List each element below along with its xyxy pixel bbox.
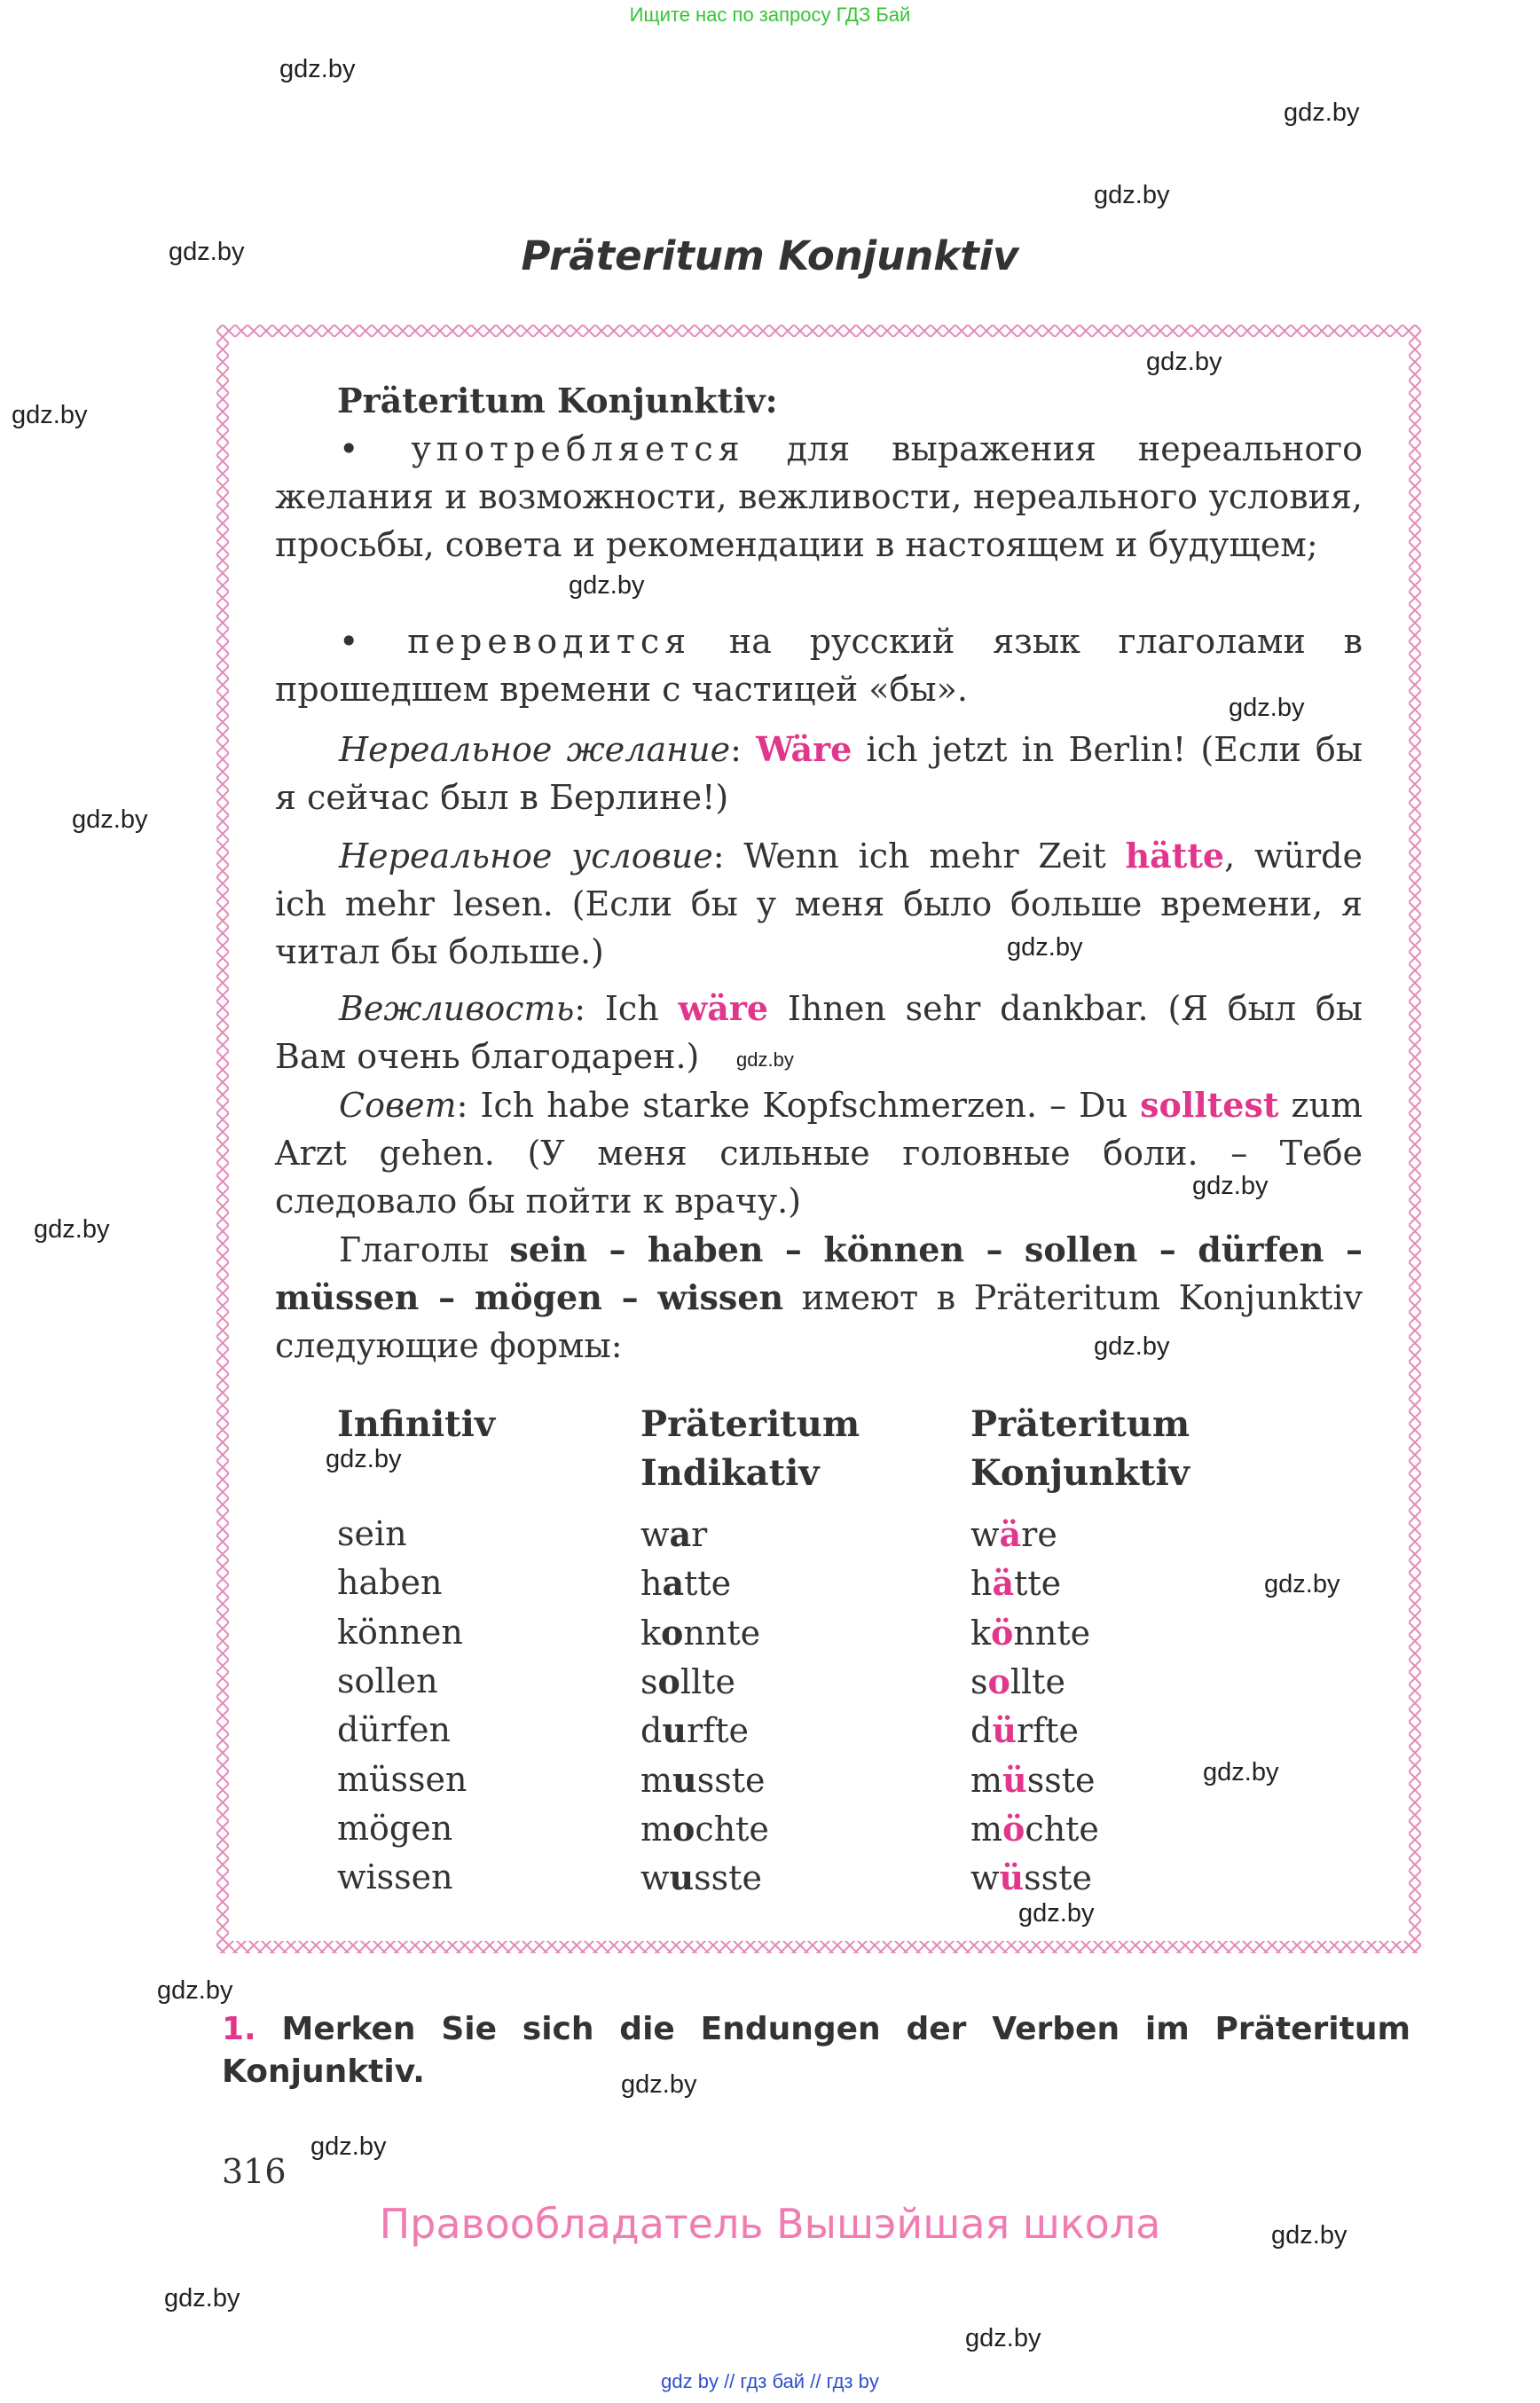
cell-konjunktiv-part: ö [991, 1613, 1014, 1653]
watermark: gdz.by [12, 401, 88, 429]
cell-infinitiv-part: mögen [337, 1809, 453, 1848]
cell-indikativ [640, 1559, 731, 1608]
cell-infinitiv-part: können [337, 1613, 463, 1652]
watermark: gdz.by [326, 1445, 402, 1473]
cell-infinitiv [337, 1853, 453, 1902]
cell-konjunktiv [970, 1608, 1090, 1658]
cell-infinitiv [337, 1706, 451, 1755]
cell-konjunktiv [970, 1510, 1057, 1559]
cell-konjunktiv-part: o [987, 1661, 1010, 1701]
cell-infinitiv [337, 1804, 452, 1853]
rule-bullet-usage [275, 425, 1363, 569]
cell-konjunktiv-part: d [970, 1711, 993, 1750]
top-banner[interactable]: Ищите нас по запросу ГДЗ Бай [629, 4, 911, 26]
watermark: gdz.by [1094, 1332, 1170, 1361]
example-label: Совет [339, 1086, 457, 1125]
example-politeness [275, 985, 1363, 1080]
cell-indikativ-part: rfte [686, 1711, 749, 1750]
example-text: : Ich habe starke Kopfschmerzen. – Du [456, 1086, 1141, 1125]
example-text: : Ich [574, 989, 679, 1028]
cell-infinitiv [337, 1608, 463, 1657]
example-text: , würde ich mehr lesen. (Если бы у меня было больше времени, я читал бы больше.) [275, 836, 1363, 971]
cell-konjunktiv-part: ä [999, 1514, 1022, 1554]
cell-indikativ-part: o [672, 1809, 695, 1849]
cell-indikativ-part: a [669, 1514, 692, 1554]
cell-indikativ-part: o [657, 1661, 680, 1701]
cell-infinitiv-part: müssen [337, 1760, 468, 1799]
highlight-verb: wäre [678, 988, 769, 1028]
cell-indikativ-part: u [662, 1710, 687, 1750]
cell-indikativ-part: u [672, 1760, 697, 1800]
cell-konjunktiv [970, 1755, 1095, 1805]
cell-konjunktiv-part: w [970, 1515, 1000, 1554]
cell-infinitiv-part: wissen [337, 1857, 453, 1896]
cell-konjunktiv-part: s [970, 1662, 988, 1701]
copyright-footer: Правообладатель Вышэйшая школа [379, 2200, 1161, 2248]
example-text: Ihnen sehr dankbar. (Я был бы Вам очень благодарен.) [275, 989, 1363, 1076]
watermark: gdz.by [1271, 2221, 1348, 2250]
verbs-intro-text: Глаголы [339, 1230, 510, 1269]
cell-infinitiv-part: sollen [337, 1661, 438, 1700]
cell-indikativ-part: a [662, 1563, 685, 1603]
cell-indikativ [640, 1706, 749, 1755]
page-number: 316 [222, 2152, 287, 2191]
cell-konjunktiv-part: k [970, 1614, 992, 1653]
example-text: : Wenn ich mehr Zeit [712, 836, 1126, 876]
watermark: gdz.by [169, 238, 245, 266]
cell-indikativ [640, 1755, 765, 1805]
header-praeteritum-konjunktiv: Präteritum Konjunktiv [970, 1403, 1190, 1494]
cell-indikativ-part: s [640, 1662, 658, 1701]
exercise-text: Merken Sie sich die Endungen der Verben im Präteritum Konjunktiv. [222, 2011, 1410, 2090]
cell-konjunktiv-part: chte [1025, 1810, 1099, 1849]
cell-konjunktiv-part: rfte [1016, 1711, 1079, 1750]
cell-indikativ-part: sste [696, 1761, 766, 1800]
cell-konjunktiv-part: sste [1026, 1761, 1096, 1800]
cell-indikativ [640, 1804, 769, 1854]
example-label: Нереальное желание [339, 730, 731, 769]
verbs-list: sein – haben – können – sollen – dürfen – müssen – mögen – wissen [275, 1229, 1363, 1317]
cell-indikativ-part: nnte [683, 1614, 761, 1653]
cell-indikativ-part: tte [684, 1564, 732, 1603]
cell-konjunktiv-part: m [970, 1761, 1003, 1800]
example-label: Нереальное условие [339, 836, 713, 876]
watermark: gdz.by [310, 2132, 387, 2161]
cell-indikativ [640, 1657, 735, 1707]
watermark: gdz.by [1203, 1758, 1279, 1787]
cell-indikativ [640, 1510, 707, 1559]
page-title: Präteritum Konjunktiv [521, 232, 1019, 279]
rule-heading [337, 377, 1425, 425]
watermark: gdz.by [569, 571, 645, 600]
watermark: gdz.by [736, 1048, 794, 1071]
cell-konjunktiv [970, 1657, 1065, 1707]
cell-konjunktiv-part: llte [1010, 1662, 1065, 1701]
example-label: Вежливость [339, 989, 575, 1028]
cell-konjunktiv-part: ü [992, 1710, 1017, 1750]
cell-indikativ-part: llte [680, 1662, 735, 1701]
watermark: gdz.by [621, 2070, 697, 2099]
watermark: gdz.by [34, 1215, 110, 1244]
cell-indikativ-part: w [640, 1858, 670, 1897]
example-advice [275, 1081, 1363, 1225]
cell-infinitiv-part: dürfen [337, 1710, 451, 1749]
bullet-translation-text: на русский язык глаголами в прошедшем времени с частицей «бы». [275, 622, 1363, 709]
cell-infinitiv [337, 1755, 467, 1804]
cell-konjunktiv-part: m [970, 1810, 1003, 1849]
cell-indikativ-part: o [661, 1613, 684, 1653]
cell-infinitiv [337, 1510, 407, 1559]
watermark: gdz.by [1229, 694, 1305, 722]
bullet-translation-keyword: • переводится [339, 622, 692, 661]
cell-infinitiv [337, 1657, 438, 1706]
bottom-links[interactable]: gdz by // гдз бай // гдз by [661, 2370, 879, 2392]
cell-indikativ-part: k [640, 1614, 662, 1653]
cell-indikativ-part: chte [695, 1810, 769, 1849]
example-text: : [730, 730, 757, 769]
watermark: gdz.by [965, 2324, 1041, 2352]
cell-indikativ [640, 1853, 762, 1903]
cell-indikativ-part: w [640, 1515, 670, 1554]
cell-konjunktiv-part: h [970, 1564, 993, 1603]
cell-indikativ [640, 1608, 760, 1658]
watermark: gdz.by [1284, 98, 1360, 127]
exercise-number: 1. [222, 2011, 256, 2047]
cell-konjunktiv-part: re [1021, 1515, 1057, 1554]
cell-indikativ-part: sste [694, 1858, 762, 1897]
rule-heading-text: Präteritum Konjunktiv: [337, 381, 778, 420]
cell-indikativ-part: u [669, 1857, 695, 1897]
watermark: gdz.by [1007, 933, 1083, 962]
cell-konjunktiv-part: ä [992, 1563, 1015, 1603]
cell-infinitiv [337, 1559, 442, 1607]
example-text: zum Arzt gehen. (У меня сильные головные боли. – Тебе следовало бы пойти к врачу.) [275, 1086, 1363, 1221]
watermark: gdz.by [1264, 1570, 1340, 1598]
exercise-1 [222, 2008, 1410, 2093]
cell-indikativ-part: h [640, 1564, 663, 1603]
example-wish [275, 726, 1363, 821]
cell-konjunktiv [970, 1853, 1092, 1903]
watermark: gdz.by [157, 1976, 233, 2005]
cell-indikativ-part: r [691, 1515, 708, 1554]
cell-indikativ-part: m [640, 1761, 673, 1800]
cell-konjunktiv [970, 1559, 1061, 1608]
example-condition [275, 832, 1363, 976]
rule-bullet-translation [275, 617, 1363, 713]
header-infinitiv: Infinitiv [337, 1403, 496, 1445]
watermark: gdz.by [164, 2284, 240, 2313]
cell-infinitiv-part: sein [337, 1514, 407, 1553]
watermark: gdz.by [1094, 181, 1170, 209]
watermark: gdz.by [279, 55, 356, 83]
cell-konjunktiv-part: w [970, 1858, 1000, 1897]
example-text: ich jetzt in Berlin! (Если бы я сейчас был в Берлине!) [275, 730, 1363, 817]
header-praeteritum-indikativ: Präteritum Indikativ [640, 1403, 860, 1494]
highlight-verb: solltest [1140, 1085, 1279, 1125]
bullet-usage-text: для выражения нереального желания и возможности, вежливости, нереального условия, просьбы, совета и рекомендации в настоящем и будущем; [275, 429, 1363, 564]
watermark: gdz.by [1192, 1172, 1269, 1200]
cell-konjunktiv [970, 1706, 1079, 1755]
bullet-usage-keyword: • употребляется [339, 429, 745, 468]
cell-konjunktiv-part: sste [1024, 1858, 1092, 1897]
watermark: gdz.by [1018, 1899, 1095, 1928]
highlight-verb: hätte [1125, 836, 1225, 876]
cell-indikativ-part: d [640, 1711, 663, 1750]
cell-konjunktiv-part: nnte [1013, 1614, 1091, 1653]
cell-indikativ-part: m [640, 1810, 673, 1849]
verbs-intro [275, 1226, 1363, 1370]
cell-konjunktiv [970, 1804, 1099, 1854]
cell-konjunktiv-part: ü [999, 1857, 1025, 1897]
watermark: gdz.by [72, 805, 148, 834]
verbs-outro-text: имеют в Präteritum Konjunktiv следующие формы: [275, 1278, 1363, 1365]
cell-konjunktiv-part: ü [1002, 1760, 1027, 1800]
cell-infinitiv-part: haben [337, 1563, 443, 1602]
cell-konjunktiv-part: ö [1002, 1809, 1025, 1849]
watermark: gdz.by [1146, 348, 1222, 376]
cell-konjunktiv-part: tte [1014, 1564, 1062, 1603]
highlight-verb: Wäre [756, 729, 852, 769]
